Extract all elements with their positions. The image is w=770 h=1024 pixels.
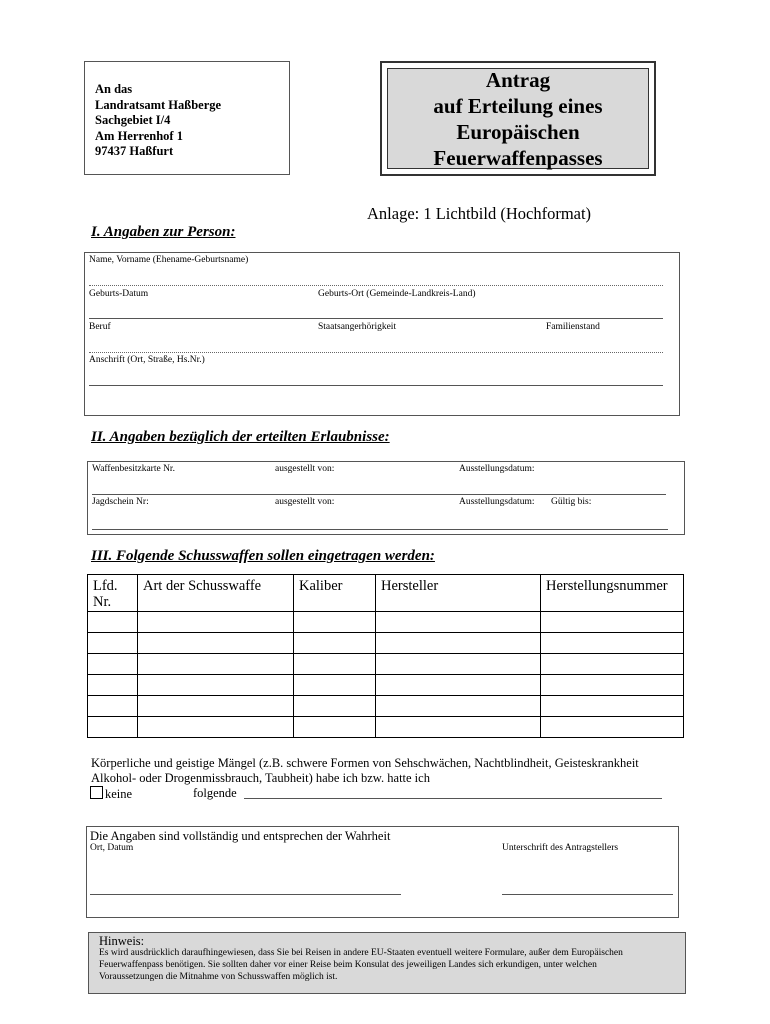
- address-label: Anschrift (Ort, Straße, Hs.Nr.): [89, 355, 205, 365]
- address-box: [84, 61, 290, 175]
- signature-field[interactable]: [502, 894, 673, 895]
- section-1-heading: I. Angaben zur Person:: [91, 224, 236, 240]
- issued-by-label-2: ausgestellt von:: [275, 497, 335, 507]
- table-row[interactable]: [88, 633, 684, 654]
- truth-statement: Die Angaben sind vollständig und entsprechen der Wahrheit: [90, 829, 391, 843]
- table-row[interactable]: [88, 612, 684, 633]
- issue-date-label-2: Ausstellungsdatum:: [459, 497, 535, 507]
- address-line-4: Am Herrenhof 1: [95, 128, 183, 143]
- place-date-label: Ort, Datum: [90, 843, 134, 853]
- person-details-box: [84, 252, 680, 416]
- address-field[interactable]: [89, 385, 663, 386]
- col-lfd-nr: Lfd. Nr.: [88, 575, 138, 612]
- notice-box: [88, 932, 686, 994]
- permits-box: [87, 461, 685, 535]
- defects-question-line-2: Alkohol- oder Drogenmissbrauch, Taubheit) habe ich bzw. hatte ich: [91, 771, 430, 785]
- name-label: Name, Vorname (Ehename-Geburtsname): [89, 255, 249, 265]
- table-row[interactable]: [88, 675, 684, 696]
- notice-line-2: Feuerwaffenpass benötigen. Sie sollten daher vor einer Reise beim Konsulat des jeweiligen Landes sich erkundigen, unter welchen: [99, 960, 597, 970]
- table-row[interactable]: [88, 696, 684, 717]
- birth-date-label: Geburts-Datum: [89, 289, 149, 299]
- defects-field[interactable]: [244, 798, 662, 799]
- form-title-box: [380, 61, 656, 176]
- address-line-2: Landratsamt Haßberge: [95, 97, 222, 112]
- wbk-label: Waffenbesitzkarte Nr.: [92, 464, 175, 474]
- address-line-5: 97437 Haßfurt: [95, 144, 174, 158]
- col-weapon-type: Art der Schusswaffe: [138, 575, 294, 612]
- hunting-license-label: Jagdschein Nr:: [92, 497, 149, 507]
- col-manufacturer: Hersteller: [376, 575, 541, 612]
- address-line-1: An das: [95, 82, 133, 96]
- valid-until-label: Gültig bis:: [551, 497, 592, 507]
- none-checkbox[interactable]: [90, 786, 103, 799]
- place-date-field[interactable]: [90, 894, 401, 895]
- marital-status-label: Familienstand: [546, 322, 600, 332]
- notice-line-1: Es wird ausdrücklich daraufhingewiesen, dass Sie bei Reisen in andere EU-Staaten eventuell weitere Formulare, außer dem Europäischen: [99, 948, 623, 958]
- title-line-4: Feuerwaffenpasses: [433, 145, 603, 170]
- title-line-2: auf Erteilung eines: [433, 93, 603, 118]
- firearms-table: [87, 574, 684, 738]
- birth-place-label: Geburts-Ort (Gemeinde-Landkreis-Land): [318, 289, 476, 299]
- name-field[interactable]: [89, 285, 663, 286]
- wbk-field[interactable]: [92, 494, 666, 495]
- occupation-label: Beruf: [89, 322, 111, 332]
- none-label: keine: [105, 787, 133, 801]
- col-caliber: Kaliber: [294, 575, 376, 612]
- following-label: folgende: [193, 786, 237, 800]
- address-line-3: Sachgebiet I/4: [95, 113, 171, 127]
- notice-title: Hinweis:: [99, 934, 145, 948]
- hunting-license-field[interactable]: [92, 529, 668, 530]
- table-row[interactable]: [88, 654, 684, 675]
- defects-question-line-1: Körperliche und geistige Mängel (z.B. schwere Formen von Sehschwächen, Nachtblindheit, Geisteskrankheit: [91, 756, 639, 770]
- issue-date-label-1: Ausstellungsdatum:: [459, 464, 535, 474]
- section-3-heading: III. Folgende Schusswaffen sollen eingetragen werden:: [91, 548, 435, 564]
- section-2-heading: II. Angaben bezüglich der erteilten Erlaubnisse:: [91, 429, 390, 445]
- nationality-label: Staatsangerhörigkeit: [318, 322, 397, 332]
- col-serial-number: Herstellungsnummer: [541, 575, 684, 612]
- notice-line-3: Voraussetzungen die Mitnahme von Schusswaffen möglich ist.: [99, 972, 338, 982]
- photo-attachment-note: Anlage: 1 Lichtbild (Hochformat): [367, 204, 592, 223]
- none-option[interactable]: [90, 786, 132, 802]
- birth-field[interactable]: [89, 318, 663, 319]
- signature-label: Unterschrift des Antragstellers: [502, 843, 619, 853]
- title-line-3: Europäischen: [456, 119, 580, 144]
- title-line-1: Antrag: [485, 67, 551, 92]
- form-title: [387, 68, 649, 169]
- occupation-field[interactable]: [89, 352, 663, 353]
- table-row[interactable]: [88, 717, 684, 738]
- firearms-table-header: [88, 575, 684, 612]
- issued-by-label-1: ausgestellt von:: [275, 464, 335, 474]
